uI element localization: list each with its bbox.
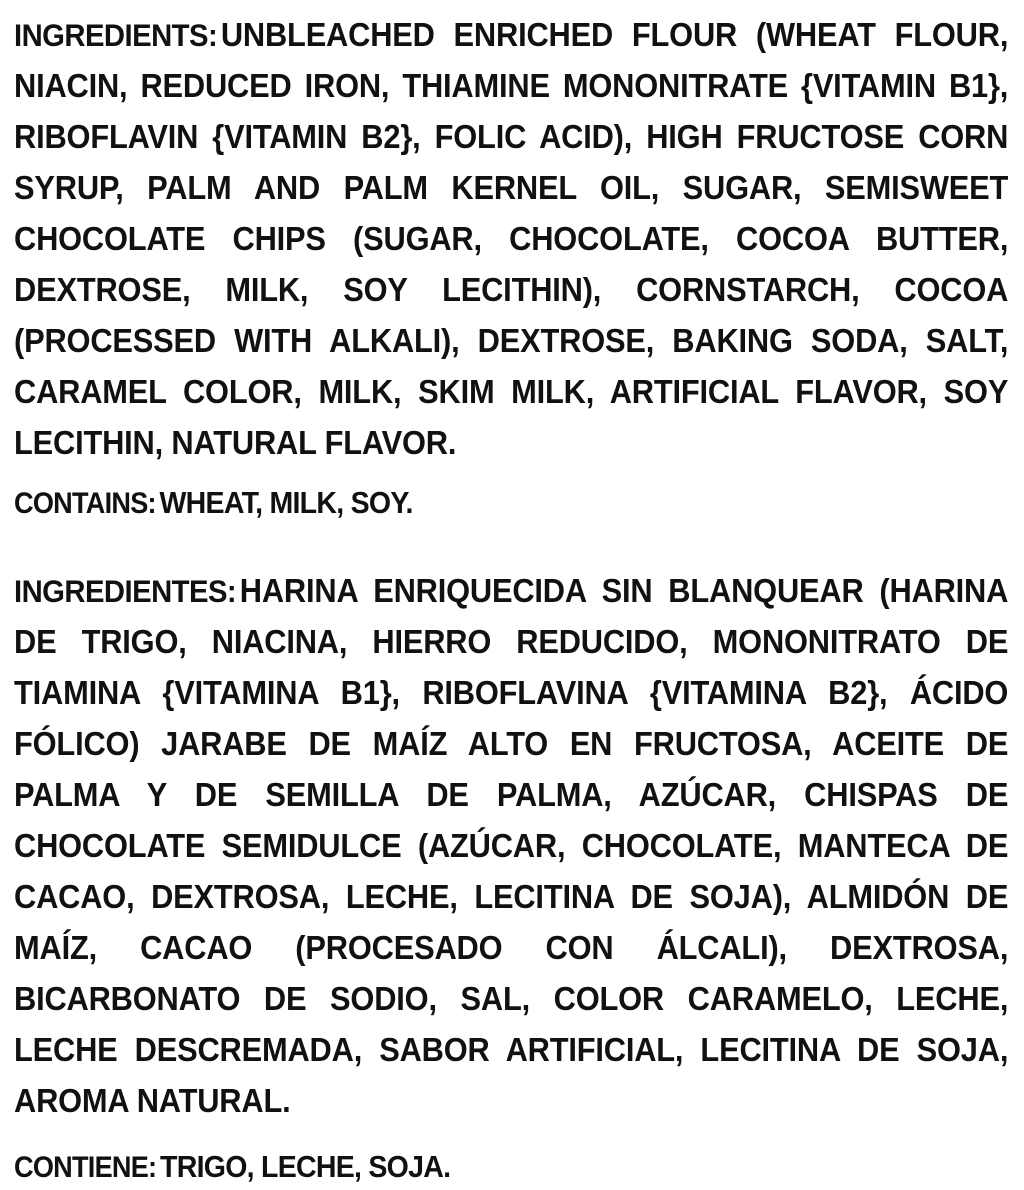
ingredients-spanish-paragraph: [14, 566, 1008, 1127]
ingredients-spanish-text: HARINA ENRIQUECIDA SIN BLANQUEAR (HARINA DE TRIGO, NIACINA, HIERRO REDUCIDO, MONONITRATO DE TIAMINA {VITAMINA B1}, RIBOFLAVINA {VITAMINA B2}, ÁCIDO FÓLICO) JARABE DE MAÍZ ALTO EN FRUCTOSA, ACEITE DE PALMA Y DE SEMILLA DE PALMA, AZÚCAR, CHISPAS DE CHOCOLATE SEMIDULCE (AZÚCAR, CHOCOLATE, MANTECA DE CACAO, DEXTROSA, LECHE, LECITINA DE SOJA), ALMIDÓN DE MAÍZ, CACAO (PROCESADO CON ÁLCALI), DEXTROSA, BICARBONATO DE SODIO, SAL, COLOR CARAMELO, LECHE, LECHE DESCREMADA, SABOR ARTIFICIAL, LECITINA DE SOJA, AROMA NATURAL.: [14, 573, 1009, 1120]
contains-spanish-paragraph: [14, 1145, 1008, 1190]
contains-english-text: WHEAT, MILK, SOY.: [159, 485, 413, 520]
contains-english-heading: CONTAINS:: [14, 487, 156, 520]
ingredients-english-text: UNBLEACHED ENRICHED FLOUR (WHEAT FLOUR, NIACIN, REDUCED IRON, THIAMINE MONONITRATE {VITAMIN B1}, RIBOFLAVIN {VITAMIN B2}, FOLIC ACID), HIGH FRUCTOSE CORN SYRUP, PALM AND PALM KERNEL OIL, SUGAR, SEMISWEET CHOCOLATE CHIPS (SUGAR, CHOCOLATE, COCOA BUTTER, DEXTROSE, MILK, SOY LECITHIN), CORNSTARCH, COCOA (PROCESSED WITH ALKALI), DEXTROSE, BAKING SODA, SALT, CARAMEL COLOR, MILK, SKIM MILK, ARTIFICIAL FLAVOR, SOY LECITHIN, NATURAL FLAVOR.: [14, 17, 1009, 462]
contains-english-paragraph: [14, 481, 1008, 526]
ingredients-english-heading: INGREDIENTS:: [14, 17, 218, 53]
contains-spanish-text: TRIGO, LECHE, SOJA.: [160, 1149, 451, 1184]
contains-spanish-heading: CONTIENE:: [14, 1151, 157, 1184]
ingredients-spanish-heading: INGREDIENTES:: [14, 573, 237, 609]
ingredients-english-paragraph: [14, 10, 1008, 469]
